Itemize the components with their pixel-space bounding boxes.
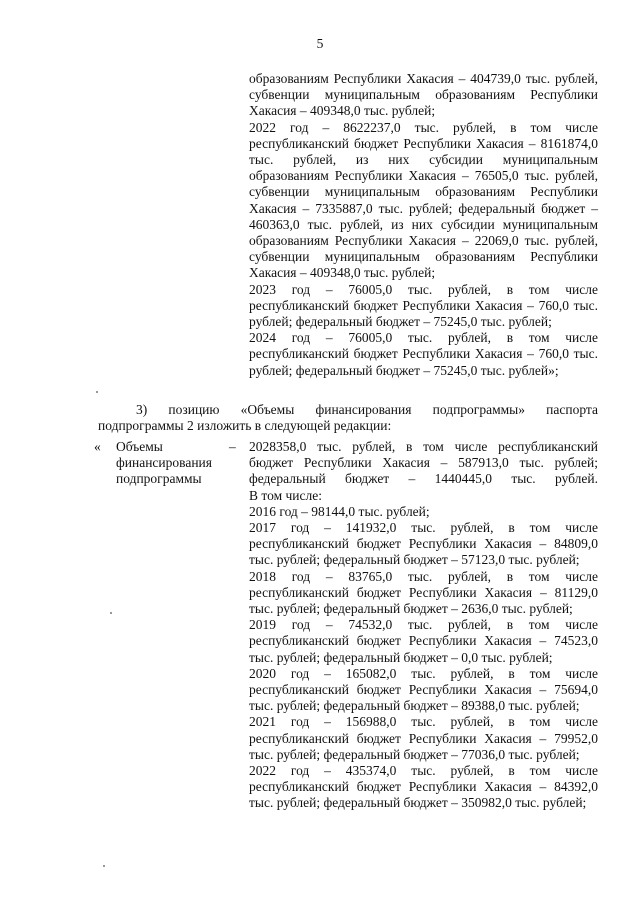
- year-entry: 2020 год – 165082,0 тыс. рублей, в том числе республиканский бюджет Республики Хакасия – 75694,0 тыс. рублей; федеральный бюджет – 89388,0 тыс. рублей;: [249, 665, 598, 714]
- item-3-line-2: подпрограммы 2 изложить в следующей редакции:: [98, 418, 392, 434]
- budget-text-top: [249, 71, 598, 379]
- funding-total: 2028358,0 тыс. рублей, в том числе республиканский бюджет Республики Хакасия – 587913,0 тыс. рублей; федеральный бюджет – 1440445,0 тыс. рублей.: [249, 439, 598, 487]
- year-entry: 2018 год – 83765,0 тыс. рублей, в том числе республиканский бюджет Республики Хакасия – 81129,0 тыс. рублей; федеральный бюджет – 2636,0 тыс. рублей;: [249, 568, 598, 617]
- position-content: [249, 439, 598, 812]
- position-label-line: финансирования: [116, 455, 212, 471]
- scan-speck: [110, 612, 112, 614]
- item-3-line-1: 3) позицию «Объемы финансирования подпрограммы» паспорта: [136, 402, 598, 417]
- budget-paragraph: 2023 год – 76005,0 тыс. рублей, в том числе республиканский бюджет Республики Хакасия – 760,0 тыс. рублей; федеральный бюджет – 75245,0 тыс. рублей;: [249, 281, 598, 330]
- item-3-paragraph: [98, 402, 598, 434]
- year-entry: 2016 год – 98144,0 тыс. рублей;: [249, 503, 430, 519]
- year-entry: 2021 год – 156988,0 тыс. рублей, в том числе республиканский бюджет Республики Хакасия – 79952,0 тыс. рублей; федеральный бюджет – 77036,0 тыс. рублей;: [249, 714, 598, 762]
- year-entry: 2022 год – 435374,0 тыс. рублей, в том числе республиканский бюджет Республики Хакасия – 84392,0 тыс. рублей; федеральный бюджет – 350982,0 тыс. рублей;: [249, 763, 598, 811]
- open-quote: «: [94, 439, 101, 454]
- label-dash: –: [229, 439, 236, 454]
- year-entry: 2019 год – 74532,0 тыс. рублей, в том числе республиканский бюджет Республики Хакасия – 74523,0 тыс. рублей; федеральный бюджет – 0,0 тыс. рублей;: [249, 617, 598, 665]
- budget-paragraph: 2022 год – 8622237,0 тыс. рублей, в том числе республиканский бюджет Республики Хакасия – 8161874,0 тыс. рублей, из них субсидии муниципальным образованиям Республики Хакасия – 76505,0 тыс. рублей, субвенции муниципальным образованиям Республики Хакасия – 7335887,0 тыс. рублей; федеральный бюджет – 460363,0 тыс. рублей, из них субсидии муниципальным образованиям Республики Хакасия – 22069,0 тыс. рублей, субвенции муниципальным образованиям Республики Хакасия – 409348,0 тыс. рублей;: [249, 119, 598, 281]
- budget-paragraph: 2024 год – 76005,0 тыс. рублей, в том числе республиканский бюджет Республики Хакасия – 760,0 тыс. рублей; федеральный бюджет – 75245,0 тыс. рублей»;: [249, 330, 598, 378]
- scan-speck: [96, 391, 98, 393]
- budget-paragraph: образованиям Республики Хакасия – 404739,0 тыс. рублей, субвенции муниципальным образованиям Республики Хакасия – 409348,0 тыс. рублей;: [249, 71, 598, 119]
- position-label-line: подпрограммы: [116, 471, 202, 487]
- year-entry: 2017 год – 141932,0 тыс. рублей, в том числе республиканский бюджет Республики Хакасия – 84809,0 тыс. рублей; федеральный бюджет – 57123,0 тыс. рублей;: [249, 520, 598, 568]
- position-label: [116, 439, 226, 488]
- including-label: В том числе:: [249, 487, 322, 503]
- scan-speck: [103, 865, 105, 867]
- page-number: 5: [316, 36, 324, 51]
- position-label-line: Объемы: [116, 439, 163, 454]
